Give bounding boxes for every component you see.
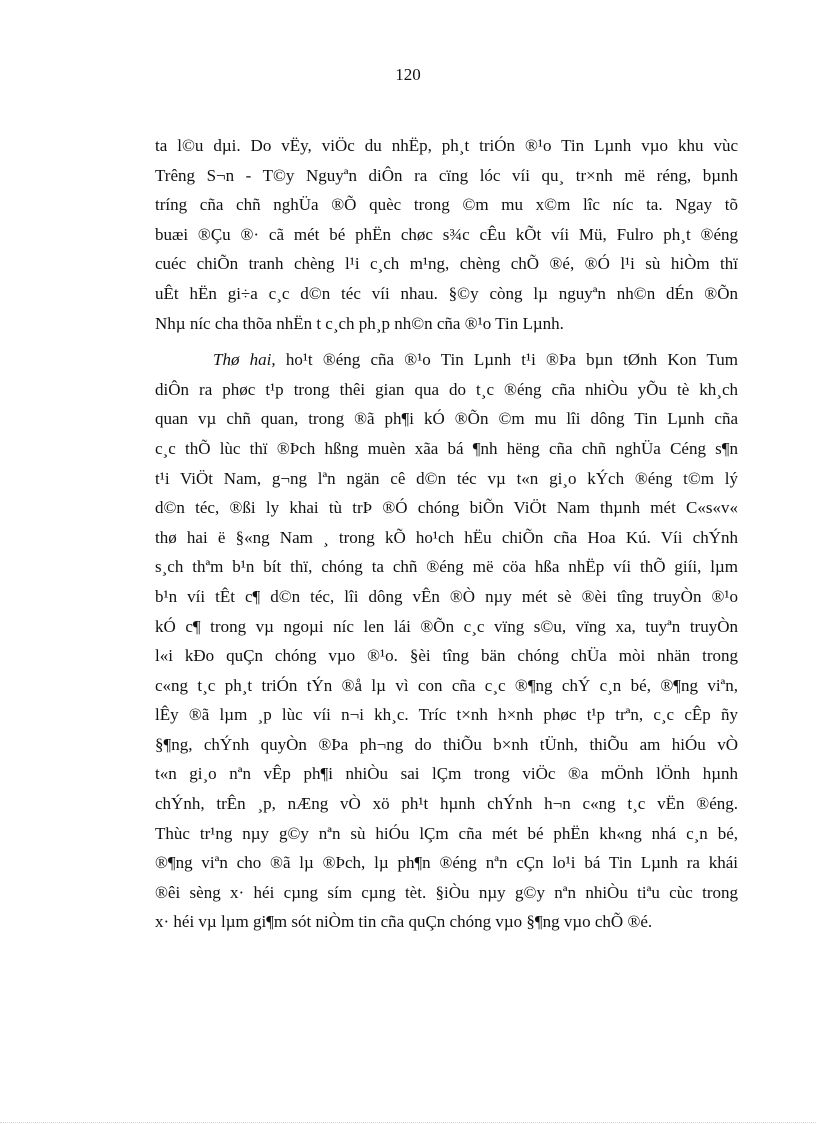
text-line: tríng cña chñ nghÜa ®Õ quèc trong ©m mu x©m lîc níc ta. Ngay tõ [155,195,738,215]
text-line: s¸ch thªm b¹n bít thï, chóng ta chñ ®éng më cöa hßa nhËp víi thÕ giíi, lµm [155,557,738,577]
text-line: buæi ®Çu ®· cã mét bé phËn chøc s¾c cÊu kÕt víi Mü, Fulro ph¸t ®éng [155,224,738,244]
paragraph-2 [155,345,738,937]
text-line: t«n gi¸o nªn vÊp ph¶i nhiÒu sai lÇm trong viÖc ®a mÖnh lÖnh hµnh [155,764,738,784]
text-line: ta l©u dµi. Do vËy, viÖc du nhËp, ph¸t triÓn ®¹o Tin Lµnh vµo khu vùc [155,136,738,155]
text-line: b¹n víi tÊt c¶ d©n téc, lîi dông vÊn ®Ò nµy mét sè ®èi tîng truyÒn ®¹o [155,586,738,606]
text-line: x· héi vµ lµm gi¶m sót niÒm tin cña quÇn chóng vµo §¶ng vµo chÕ ®é. [155,912,653,932]
text-line: uÊt hËn gi÷a c¸c d©n téc víi nhau. §©y còng lµ nguyªn nh©n dÉn ®Õn [155,283,738,303]
text-line-rest: ho¹t ®éng cña ®¹o Tin Lµnh t¹i ®Þa bµn tØnh Kon Tum [275,350,738,370]
text-line: quan vµ chñ quan, trong ®ã ph¶i kÓ ®Õn ©m mu lîi dông Tin Lµnh cña [155,409,738,429]
text-line: d©n téc, ®ßi ly khai tù trÞ ®Ó chóng biÕn ViÖt Nam thµnh mét C«s«v« [155,498,738,518]
text-line: chÝnh, trÊn ¸p, nÆng vÒ xö ph¹t hµnh chÝnh h¬n c«ng t¸c vËn ®éng. [155,794,738,814]
text-line: diÔn ra phøc t¹p trong thêi gian qua do t¸c ®éng cña nhiÒu yÕu tè kh¸ch [155,379,738,399]
text-line: Trêng S¬n - T©y Nguyªn diÔn ra cïng lóc víi qu¸ tr×nh më réng, bµnh [155,165,738,185]
text-line: Nhµ níc cha thõa nhËn t c¸ch ph¸p nh©n cña ®¹o Tin Lµnh. [155,313,564,333]
text-line: l«i kÐo quÇn chóng vµo ®¹o. §èi tîng bän chóng chÜa mòi nhän trong [155,646,738,666]
text-line: kÓ c¶ trong vµ ngoµi níc len lái ®Õn c¸c vïng s©u, vïng xa, tuyªn truyÒn [155,616,738,636]
text-line: c«ng t¸c ph¸t triÓn tÝn ®å lµ vì con cña c¸c ®¶ng chÝ c¸n bé, ®¶ng viªn, [155,675,738,695]
page-number: 120 [395,65,421,84]
text-line: Thùc tr¹ng nµy g©y nªn sù hiÓu lÇm cña mét bé phËn kh«ng nhá c¸n bé, [155,823,738,843]
text-line: thø hai ë §«ng Nam ¸ trong kÕ ho¹ch hËu chiÕn cña Hoa Kú. Víi chÝnh [155,527,738,547]
text-line: ®êi sèng x· héi cµng sím cµng tèt. §iÒu nµy g©y nªn nhiÒu tiªu cùc trong [155,882,738,902]
paragraph-1 [155,131,738,338]
body-text [155,131,738,937]
text-line: lÊy ®ã lµm ¸p lùc víi n¬i kh¸c. Tríc t×nh h×nh phøc t¹p trªn, c¸c cÊp ñy [155,705,738,725]
text-line: §¶ng, chÝnh quyÒn ®Þa ph¬ng do thiÕu b×nh tÜnh, thiÕu am hiÓu vÒ [155,734,738,754]
text-line: c¸c thÕ lùc thï ®Þch hßng muèn xãa bá ¶nh hëng cña chñ nghÜa Céng s¶n [155,438,738,458]
text-line: cuéc chiÕn tranh chèng l¹i c¸ch m¹ng, chèng chÕ ®é, ®Ó l¹i sù hiÒm thï [155,254,738,274]
text-line: t¹i ViÖt Nam, g¬ng lªn ngän cê d©n téc vµ t«n gi¸o kÝch ®éng t©m lý [155,468,738,488]
text-line: ®¶ng viªn cho ®ã lµ ®Þch, lµ ph¶n ®éng nªn cÇn lo¹i bá Tin Lµnh ra khái [155,853,738,873]
text-line-first [155,345,738,375]
paragraph-lead: Thø hai, [213,350,276,370]
